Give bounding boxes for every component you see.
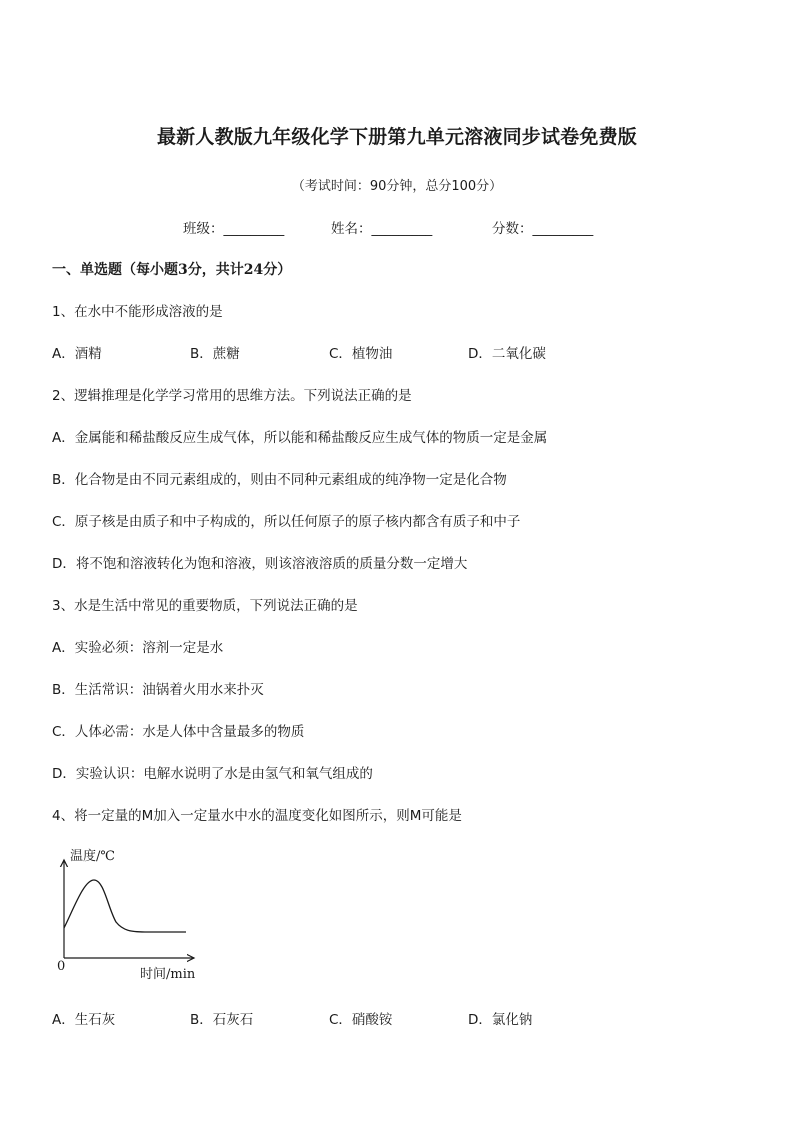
question-1-option-c: C．植物油 xyxy=(329,346,393,362)
question-3-option-d: D．实验认识：电解水说明了水是由氢气和氧气组成的 xyxy=(52,766,373,782)
page-title: 最新人教版九年级化学下册第九单元溶液同步试卷免费版 xyxy=(156,126,637,148)
x-axis-label: 时间/min xyxy=(140,967,196,982)
question-3-option-c: C．人体必需：水是人体中含量最多的物质 xyxy=(52,724,305,740)
origin-label: 0 xyxy=(57,959,66,974)
question-1-stem: 1、在水中不能形成溶液的是 xyxy=(52,304,223,320)
class-field: 班级：_________ xyxy=(183,221,285,237)
question-1-option-d: D．二氧化碳 xyxy=(468,346,546,362)
question-2-option-c: C．原子核是由质子和中子构成的，所以任何原子的原子核内都含有质子和中子 xyxy=(52,514,521,530)
section-heading: 一、单选题（每小题3分，共计24分） xyxy=(52,262,292,278)
temperature-time-graph xyxy=(48,840,218,985)
question-2-option-b: B．化合物是由不同元素组成的，则由不同种元素组成的纯净物一定是化合物 xyxy=(52,472,507,488)
question-4-option-c: C．硝酸铵 xyxy=(329,1012,393,1028)
question-1-option-a: A．酒精 xyxy=(52,346,102,362)
question-4-stem: 4、将一定量的M加入一定量水中水的温度变化如图所示，则M可能是 xyxy=(52,808,462,824)
temperature-curve xyxy=(64,880,186,932)
question-2-option-d: D．将不饱和溶液转化为饱和溶液，则该溶液溶质的质量分数一定增大 xyxy=(52,556,468,572)
question-2-option-a: A．金属能和稀盐酸反应生成气体，所以能和稀盐酸反应生成气体的物质一定是金属 xyxy=(52,430,548,446)
y-axis-label: 温度/℃ xyxy=(70,849,115,864)
question-4-option-b: B．石灰石 xyxy=(190,1012,254,1028)
question-3-option-a: A．实验必须：溶剂一定是水 xyxy=(52,640,224,656)
question-2-stem: 2、逻辑推理是化学学习常用的思维方法。下列说法正确的是 xyxy=(52,388,412,404)
name-field: 姓名：_________ xyxy=(331,221,433,237)
question-3-stem: 3、水是生活中常见的重要物质，下列说法正确的是 xyxy=(52,598,358,614)
question-1-option-b: B．蔗糖 xyxy=(190,346,240,362)
question-4-option-d: D．氯化钠 xyxy=(468,1012,533,1028)
question-3-option-b: B．生活常识：油锅着火用水来扑灭 xyxy=(52,682,264,698)
question-4-option-a: A．生石灰 xyxy=(52,1012,116,1028)
score-field: 分数：_________ xyxy=(492,221,594,237)
exam-duration-note: （考试时间：90分钟，总分100分） xyxy=(291,179,503,194)
